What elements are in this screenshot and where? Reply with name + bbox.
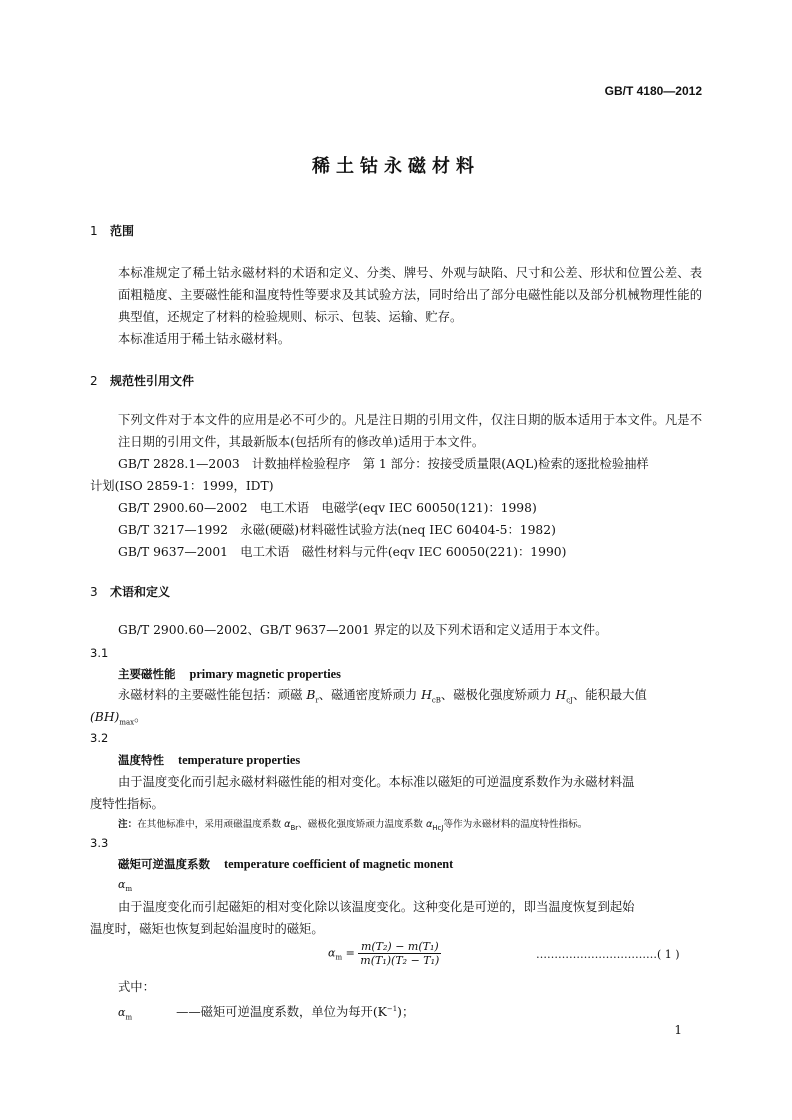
term-3-1-definition [118,684,647,711]
section-title: 术语和定义 [110,585,171,599]
symbol-alpha: α [118,1006,126,1020]
note-text: 在其他标准中，采用顽磁温度系数 [137,819,285,830]
standard-number: GB/T 4180—2012 [604,84,702,98]
terms-intro: GB/T 2900.60—2002、GB/T 9637—2001 界定的以及下列术语和定义适用于本文件。 [118,623,608,637]
term-zh: 磁矩可逆温度系数 [118,857,210,871]
def-text: 永磁材料的主要磁性能包括：顽磁 [118,688,307,702]
term-zh: 主要磁性能 [118,667,176,681]
scope-paragraph [90,262,702,350]
symbol-alpha: α [118,878,126,891]
note-text: 等作为永磁材料的温度特性指标。 [443,819,588,830]
eq-equals: = [345,946,355,960]
note-label: 注： [118,819,138,830]
reference-1: GB/T 2828.1—2003 计数抽样检验程序 第 1 部分：按接受质量限(AQL)检索的逐批检验抽样 [118,457,649,471]
section-number: 3 [90,585,98,599]
eq-leader-dots: …………………………… [536,948,657,961]
note-text: 、磁极化强度矫顽力温度系数 [298,819,426,830]
where-sup: −1 [386,1005,398,1013]
term-3-2-definition-cont: 度特性指标。 [90,797,164,811]
where-dash: —— [176,1005,201,1020]
term-en: primary magnetic properties [189,667,341,681]
equation-1 [328,940,441,967]
eq-numerator: m(T₂) − m(T₁) [358,940,441,954]
scope-text: 本标准规定了稀土钴永磁材料的术语和定义、分类、牌号、外观与缺陷、尺寸和公差、形状和位置公差、表面粗糙度、主要磁性能和温度特性等要求及其试验方法，同时给出了部分电磁性能以及部分机械物理性能的典型值，还规定了材料的检验规则、标示、包装、运输、贮存。 [118,266,702,324]
def-text: 。 [134,710,147,724]
section-2-heading [90,372,194,389]
section-title: 范围 [110,224,135,238]
eq-lhs: α [328,946,336,960]
symbol-hcj: H [555,688,567,702]
section-number: 1 [90,224,98,238]
where-text: 磁矩可逆温度系数，单位为每开(K [200,1005,387,1020]
equation-number [536,948,680,961]
symbol-br-sub: r [315,696,319,705]
section-number: 2 [90,374,98,388]
note [118,816,587,832]
reference-4: GB/T 9637—2001 电工术语 磁性材料与元件(eqv IEC 60050(221)：1990) [118,545,567,559]
term-en: temperature coefficient of magnetic monent [224,857,454,871]
term-3-3 [118,856,453,872]
term-zh: 温度特性 [118,753,164,767]
eq-fraction [358,940,441,967]
def-text: 、磁通密度矫顽力 [318,688,422,702]
eq-lhs-sub: m [335,953,343,962]
eq-number: ( 1 ) [657,948,680,961]
where-text-end: )； [397,1005,415,1020]
section-title: 规范性引用文件 [110,374,195,388]
symbol-hcb-sub: cB [431,696,441,705]
symbol-sub: m [125,885,133,894]
def-text: 、磁极化强度矫顽力 [440,688,556,702]
where-item [118,998,414,1029]
normative-intro [90,409,702,453]
normative-intro-text: 下列文件对于本文件的应用是必不可少的。凡是注日期的引用文件，仅注日期的版本适用于本文件。凡是不注日期的引用文件，其最新版本(包括所有的修改单)适用于本文件。 [118,413,702,449]
scope-applicability: 本标准适用于稀土钴永磁材料。 [118,332,291,346]
reference-1-cont: 计划(ISO 2859-1：1999，IDT) [90,479,274,493]
where-label: 式中： [118,980,155,994]
symbol-hcb: H [421,688,432,702]
clause-3-3-number: 3.3 [90,836,109,850]
symbol-bh: (BH) [90,710,120,724]
eq-denominator: m(T₁)(T₂ − T₁) [360,954,440,967]
section-1-heading [90,222,134,239]
symbol-hcj-sub: cJ [566,696,573,705]
symbol-alpha: α [284,819,291,830]
term-3-1 [118,666,341,682]
term-3-2 [118,752,300,768]
page-number: 1 [674,1023,682,1037]
term-3-3-definition-cont: 温度时，磁矩也恢复到起始温度时的磁矩。 [90,922,324,936]
reference-3: GB/T 3217—1992 永磁(硬磁)材料磁性试验方法(neq IEC 60404-5：1982) [118,523,556,537]
symbol-bh-sub: max [119,718,135,727]
symbol-sub: Br [290,823,299,832]
reference-2: GB/T 2900.60—2002 电工术语 电磁学(eqv IEC 60050(121)：1998) [118,501,537,515]
section-3-heading [90,583,170,600]
clause-3-1-number: 3.1 [90,646,109,660]
def-text: 、能积最大值 [572,688,647,702]
clause-3-2-number: 3.2 [90,731,109,745]
symbol-sub: m [125,1013,133,1022]
term-3-2-definition: 由于温度变化而引起永磁材料磁性能的相对变化。本标准以磁矩的可逆温度系数作为永磁材料温 [118,775,635,789]
document-title: 稀土钴永磁材料 [312,156,480,177]
term-en: temperature properties [178,753,301,767]
symbol-alpha: α [425,819,433,830]
symbol-br: B [306,688,316,702]
term-3-3-definition: 由于温度变化而引起磁矩的相对变化除以该温度变化。这种变化是可逆的，即当温度恢复到起始 [118,900,635,914]
term-3-1-definition-cont [90,706,146,733]
symbol-sub: HcJ [432,823,444,832]
